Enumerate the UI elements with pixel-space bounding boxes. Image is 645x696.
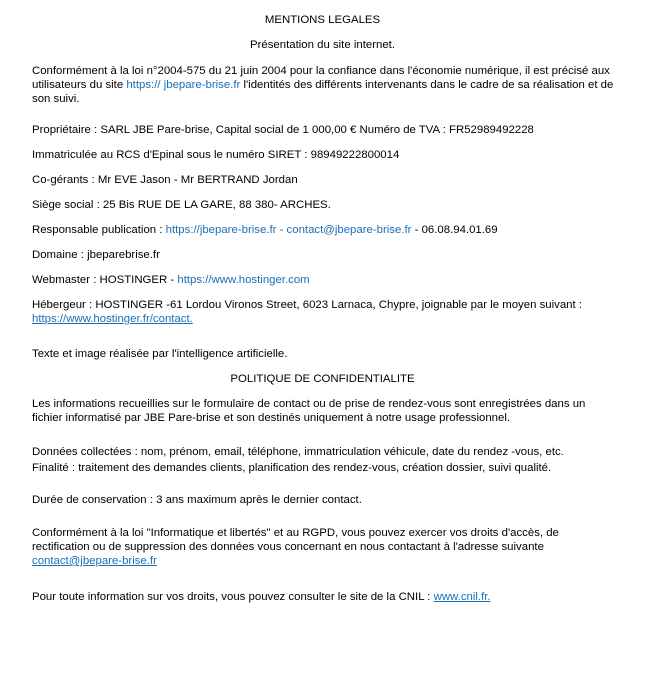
publisher-separator: - bbox=[276, 224, 287, 236]
intro-paragraph bbox=[32, 64, 617, 106]
cnil-link[interactable]: www.cnil.fr. bbox=[433, 591, 491, 603]
registration-line: Immatriculée au RCS d'Epinal sous le numéro SIRET : 98949222800014 bbox=[32, 149, 400, 161]
comanagers-line: Co-gérants : Mr EVE Jason - Mr BERTRAND Jordan bbox=[32, 174, 298, 186]
site-link[interactable]: https:// jbepare-brise.fr bbox=[126, 79, 241, 91]
cnil-line bbox=[32, 590, 617, 604]
intro-before: Conformément à la loi n°2004-575 du 21 juin 2004 pour la confiance dans l'économie numérique, il est précisé aux utilisateurs du site bbox=[32, 65, 610, 91]
publisher-line bbox=[32, 223, 617, 237]
owner-line: Propriétaire : SARL JBE Pare-brise, Capital social de 1 000,00 € Numéro de TVA : FR52989492228 bbox=[32, 124, 534, 136]
retention-line: Durée de conservation : 3 ans maximum après le dernier contact. bbox=[32, 494, 362, 506]
purpose-line: Finalité : traitement des demandes clients, planification des rendez-vous, création dossier, suivi qualité. bbox=[32, 462, 552, 474]
cnil-text: Pour toute information sur vos droits, vous pouvez consulter le site de la CNIL : bbox=[32, 591, 434, 603]
privacy-intro: Les informations recueillies sur le formulaire de contact ou de prise de rendez-vous sont enregistrées dans un fichier informatisé par JBE Pare-brise et son destinés uniquement à notre usage professionnel. bbox=[32, 398, 586, 424]
host-text: Hébergeur : HOSTINGER -61 Lordou Vironos Street, 6023 Larnaca, Chypre, joignable par le moyen suivant : bbox=[32, 299, 582, 311]
rgpd-text: Conformément à la loi "Informatique et libertés" et au RGPD, vous pouvez exercer vos droits d'accès, de rectification ou de suppression des données vous concernant en nous contactant à l'adresse suivante bbox=[32, 527, 559, 553]
publisher-phone: - 06.08.94.01.69 bbox=[411, 224, 498, 236]
rgpd-paragraph bbox=[32, 526, 617, 568]
page-title: MENTIONS LEGALES bbox=[264, 14, 381, 26]
publisher-label: Responsable publication : bbox=[32, 224, 166, 236]
webmaster-label: Webmaster : HOSTINGER - bbox=[32, 274, 178, 286]
privacy-title: POLITIQUE DE CONFIDENTIALITE bbox=[230, 373, 415, 385]
head-office-line: Siège social : 25 Bis RUE DE LA GARE, 88 380- ARCHES. bbox=[32, 199, 331, 211]
webmaster-link[interactable]: https://www.hostinger.com bbox=[177, 274, 310, 286]
rgpd-email-link[interactable]: contact@jbepare-brise.fr bbox=[32, 555, 157, 567]
publisher-site-link[interactable]: https://jbepare-brise.fr bbox=[165, 224, 277, 236]
domain-line: Domaine : jbeparebrise.fr bbox=[32, 249, 160, 261]
page-subtitle: Présentation du site internet. bbox=[249, 39, 395, 51]
host-line bbox=[32, 298, 617, 326]
publisher-email-link[interactable]: contact@jbepare-brise.fr bbox=[286, 224, 412, 236]
webmaster-line bbox=[32, 273, 617, 287]
host-contact-link[interactable]: https://www.hostinger.fr/contact. bbox=[32, 313, 193, 325]
intro-after: l'identités des différents intervenants dans le cadre de sa réalisation et de son suivi. bbox=[32, 79, 614, 105]
collected-data-line: Données collectées : nom, prénom, email, téléphone, immatriculation véhicule, date du rendez -vous, etc. bbox=[32, 446, 564, 458]
ai-note: Texte et image réalisée par l'intelligence artificielle. bbox=[32, 348, 288, 360]
